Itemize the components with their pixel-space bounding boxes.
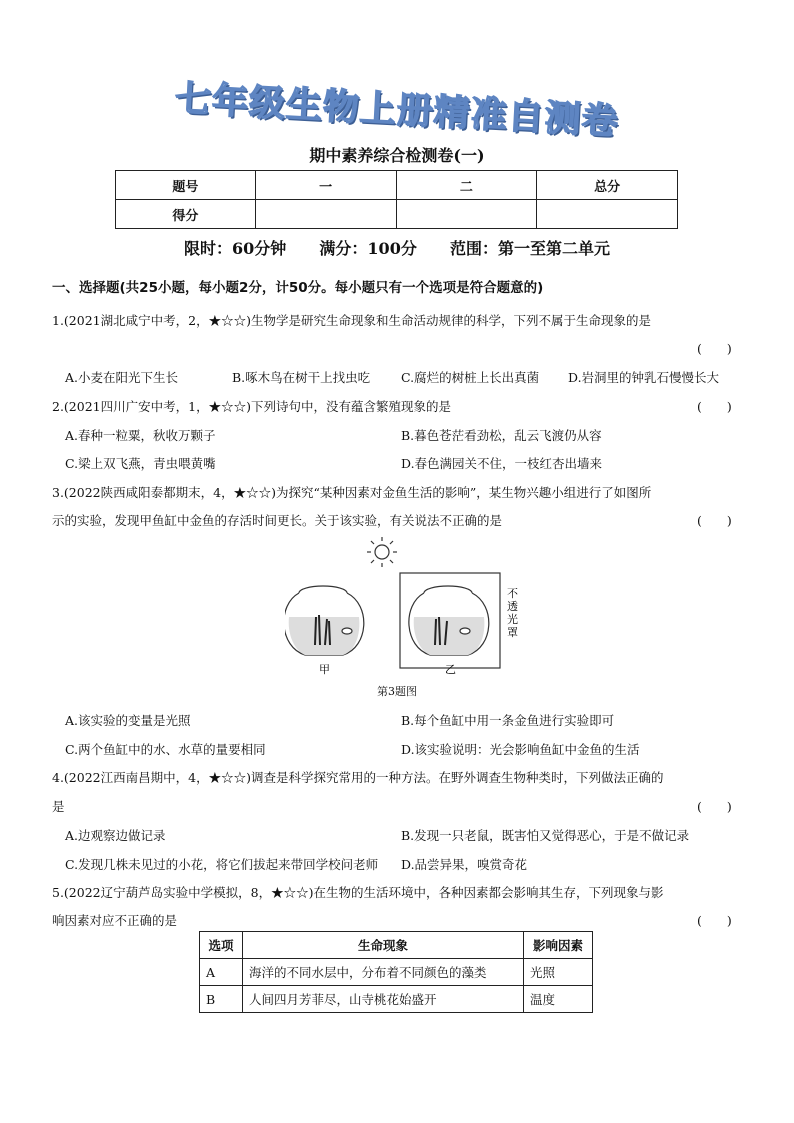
full-score: 满分：100分 [319, 239, 417, 258]
exam-subtitle: 期中素养综合检测卷(一) [309, 146, 485, 165]
option-b[interactable]: B.啄木鸟在树干上找虫吃 [232, 370, 371, 385]
cover-label-char: 光 [507, 613, 518, 626]
table-row [200, 986, 593, 1013]
q2-stem: 2.(2021四川广安中考，1，★☆☆)下列诗句中，没有蕴含繁殖现象的是 [52, 399, 451, 414]
q5-table [199, 931, 593, 1013]
cover-label-char: 罩 [507, 626, 518, 639]
exam-meta [0, 236, 794, 259]
q5-cell: B [200, 986, 243, 1013]
sun-icon [367, 537, 397, 567]
answer-paren[interactable]: ( ) [697, 341, 732, 356]
answer-paren[interactable]: ( ) [697, 913, 732, 928]
table-row [200, 959, 593, 986]
option-a[interactable]: A.边观察边做记录 [65, 828, 166, 843]
option-c[interactable]: C.发现几株未见过的小花，将它们拔起来带回学校问老师 [65, 857, 379, 872]
cover-label-char: 透 [507, 600, 518, 613]
score-input-cell[interactable] [396, 200, 537, 229]
q5-stem: 响因素对应不正确的是 [52, 913, 178, 928]
q3-stem: 示的实验，发现甲鱼缸中金鱼的存活时间更长。关于该实验，有关说法不正确的是 [52, 513, 503, 528]
cover-label-char: 不 [507, 587, 518, 600]
q5-cell: 人间四月芳菲尽，山寺桃花始盛开 [243, 986, 524, 1013]
answer-paren[interactable]: ( ) [697, 799, 732, 814]
option-c[interactable]: C.腐烂的树桩上长出真菌 [401, 370, 540, 385]
answer-paren[interactable]: ( ) [697, 399, 732, 414]
answer-paren[interactable]: ( ) [697, 513, 732, 528]
exam-scope: 范围：第一至第二单元 [449, 239, 610, 258]
option-c[interactable]: C.两个鱼缸中的水、水草的量要相同 [65, 742, 266, 757]
score-row-label: 得分 [116, 200, 256, 229]
option-a[interactable]: A.小麦在阳光下生长 [65, 370, 179, 385]
section-heading: 一、选择题(共25小题，每小题2分，计50分。每小题只有一个选项是符合题意的) [52, 280, 544, 296]
figure-caption: 第3题图 [377, 685, 417, 698]
q4-stem: 是 [52, 799, 65, 814]
option-a[interactable]: A.该实验的变量是光照 [65, 713, 191, 728]
score-input-cell[interactable] [255, 200, 396, 229]
fishbowl-figure [285, 535, 525, 680]
fishbowl-b [409, 586, 489, 655]
q5-cell: 光照 [524, 959, 593, 986]
score-header-cell: 一 [255, 171, 396, 200]
option-d[interactable]: D.岩洞里的钟乳石慢慢长大 [568, 370, 720, 385]
label-yi: 乙 [445, 663, 456, 676]
option-b[interactable]: B.发现一只老鼠，既害怕又觉得恶心，于是不做记录 [401, 828, 690, 843]
label-jia: 甲 [319, 663, 330, 676]
score-header-cell: 题号 [116, 171, 256, 200]
q5-cell: 海洋的不同水层中，分布着不同颜色的藻类 [243, 959, 524, 986]
score-header-cell: 总分 [537, 171, 678, 200]
option-b[interactable]: B.暮色苍茫看劲松，乱云飞渡仍从容 [401, 428, 602, 443]
score-header-cell: 二 [396, 171, 537, 200]
q3-stem: 3.(2022陕西咸阳泰都期末，4，★☆☆)为探究“某种因素对金鱼生活的影响”，某生物兴趣小组进行了如图所 [52, 485, 652, 500]
score-input-cell[interactable] [537, 200, 678, 229]
q5-header-cell: 选项 [200, 932, 243, 959]
q5-header-cell: 生命现象 [243, 932, 524, 959]
score-table [115, 170, 678, 229]
fishbowl-a [285, 586, 364, 655]
option-d[interactable]: D.该实验说明：光会影响鱼缸中金鱼的生活 [401, 742, 640, 757]
option-d[interactable]: D.春色满园关不住，一枝红杏出墙来 [401, 456, 603, 471]
cover-label [507, 587, 522, 639]
q5-stem: 5.(2022辽宁葫芦岛实验中学模拟，8，★☆☆)在生物的生活环境中，各种因素都会影响其生存，下列现象与影 [52, 885, 664, 900]
banner-title: 七年级生物上册精准自测卷 [174, 78, 620, 143]
time-limit: 限时：60分钟 [183, 239, 287, 258]
q4-stem: 4.(2022江西南昌期中，4，★☆☆)调查是科学探究常用的一种方法。在野外调查生物种类时，下列做法正确的 [52, 770, 664, 785]
q5-cell: 温度 [524, 986, 593, 1013]
q5-cell: A [200, 959, 243, 986]
option-d[interactable]: D.品尝异果，嗅赏奇花 [401, 857, 528, 872]
option-a[interactable]: A.春种一粒粟，秋收万颗子 [65, 428, 216, 443]
option-b[interactable]: B.每个鱼缸中用一条金鱼进行实验即可 [401, 713, 615, 728]
q5-header-cell: 影响因素 [524, 932, 593, 959]
option-c[interactable]: C.梁上双飞燕，青虫喂黄嘴 [65, 456, 216, 471]
q1-stem: 1.(2021湖北咸宁中考，2，★☆☆)生物学是研究生命现象和生命活动规律的科学，下列不属于生命现象的是 [52, 313, 651, 328]
